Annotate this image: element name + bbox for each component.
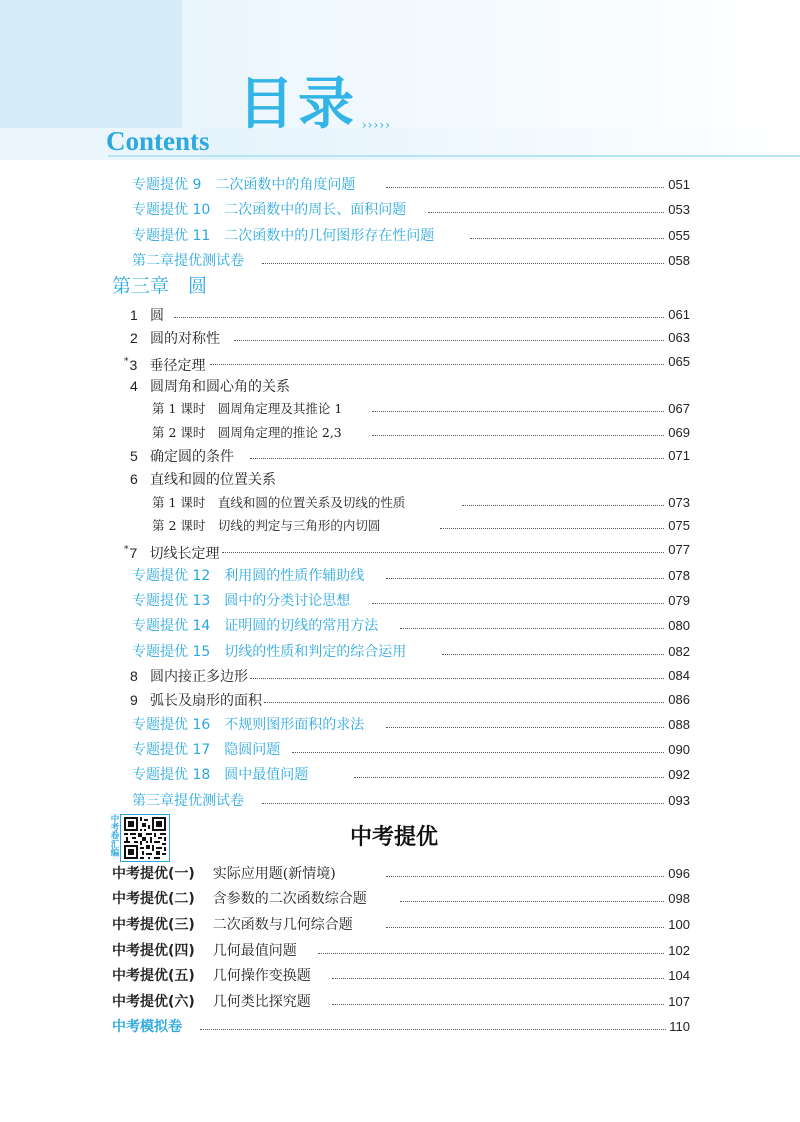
toc-row[interactable]	[0, 590, 800, 612]
toc-tag: 中考提优(一)	[112, 866, 195, 882]
section-heading: 中考提优	[350, 824, 439, 850]
toc-leader	[292, 739, 680, 753]
toc-leader	[386, 863, 680, 877]
toc-tag: 中考提优(四)	[112, 943, 195, 959]
toc-leader	[354, 764, 680, 778]
toc-title: 几何操作变换题	[212, 968, 311, 984]
toc-title: 圆的对称性	[150, 331, 220, 347]
toc-row[interactable]	[0, 422, 800, 444]
toc-leader	[470, 225, 680, 239]
toc-page: 086	[665, 689, 690, 711]
toc-title: 垂径定理	[149, 358, 206, 374]
toc-leader	[386, 174, 680, 188]
optional-star-icon: *	[124, 357, 129, 367]
toc-row[interactable]	[0, 739, 800, 761]
page-title: 目录	[238, 72, 358, 137]
toc-page: 082	[665, 641, 690, 663]
toc-leader	[262, 790, 680, 804]
toc-page: 098	[665, 888, 690, 910]
toc-number: 3	[129, 357, 138, 373]
toc-row[interactable]	[0, 250, 800, 272]
toc-label: 专题提优 17 隐圆问题	[132, 739, 284, 761]
toc-title: 圆	[150, 308, 164, 324]
toc-page: 079	[665, 590, 690, 612]
toc-page: 102	[665, 940, 690, 962]
toc-leader	[372, 590, 680, 604]
toc-number: 5	[130, 448, 138, 464]
toc-title: 实际应用题(新情境)	[212, 866, 336, 882]
toc-row[interactable]	[0, 565, 800, 587]
toc-page: 061	[665, 304, 690, 326]
toc-label	[130, 327, 224, 350]
toc-page: 055	[665, 225, 690, 247]
toc-page: 096	[665, 863, 690, 885]
toc-label	[112, 888, 371, 910]
toc-label: 专题提优 16 不规则图形面积的求法	[132, 714, 368, 736]
toc-row[interactable]	[0, 914, 800, 936]
toc-title: 切线长定理	[149, 546, 220, 562]
toc-leader	[332, 965, 680, 979]
toc-title: 弧长及扇形的面积	[150, 693, 262, 709]
toc-label	[124, 539, 224, 565]
toc-row[interactable]	[0, 174, 800, 196]
toc-leader	[428, 199, 680, 213]
toc-sub-label: 第 2 课时 圆周角定理的推论 2,3	[152, 422, 346, 444]
page-subtitle-english: Contents	[106, 126, 210, 156]
toc-tag: 中考提优(六)	[112, 994, 195, 1010]
toc-page: 088	[665, 714, 690, 736]
toc-leader	[372, 398, 680, 412]
toc-number: 1	[130, 307, 138, 323]
toc-leader	[442, 641, 680, 655]
toc-sub-label: 第 1 课时 直线和圆的位置关系及切线的性质	[152, 492, 409, 514]
toc-number: 6	[130, 471, 138, 487]
toc-page: 058	[665, 250, 690, 272]
toc-label	[130, 375, 294, 398]
toc-label	[112, 965, 315, 987]
optional-star-icon: *	[124, 545, 129, 555]
toc-page: 107	[665, 991, 690, 1013]
toc-page: 063	[665, 327, 690, 349]
toc-page: 078	[665, 565, 690, 587]
toc-leader	[234, 327, 680, 341]
toc-leader	[332, 991, 680, 1005]
toc-title: 含参数的二次函数综合题	[212, 891, 367, 907]
toc-leader	[174, 304, 680, 318]
toc-row[interactable]	[0, 398, 800, 420]
toc-leader	[440, 515, 680, 529]
toc-label: 专题提优 13 圆中的分类讨论思想	[132, 590, 354, 612]
toc-label: 专题提优 18 圆中最值问题	[132, 764, 312, 786]
toc-label	[112, 991, 315, 1013]
toc-leader	[250, 665, 680, 679]
chapter-heading: 第三章 圆	[112, 275, 208, 297]
toc-label: 专题提优 11 二次函数中的几何图形存在性问题	[132, 225, 438, 247]
toc-leader	[400, 615, 680, 629]
toc-row[interactable]	[0, 615, 800, 637]
toc-page: 100	[665, 914, 690, 936]
toc-row[interactable]	[0, 665, 800, 687]
toc-label: 第二章提优测试卷	[132, 250, 248, 272]
toc-sub-label: 第 1 课时 圆周角定理及其推论 1	[152, 398, 346, 420]
toc-label: 第三章提优测试卷	[132, 790, 248, 812]
toc-leader	[462, 492, 680, 506]
toc-row[interactable]	[0, 492, 800, 514]
toc-row[interactable]	[0, 965, 800, 987]
header-rule	[108, 155, 800, 157]
toc-page: 075	[665, 515, 690, 537]
toc-page: 053	[665, 199, 690, 221]
toc-title: 圆周角和圆心角的关系	[150, 379, 290, 395]
toc-label: 专题提优 15 切线的性质和判定的综合运用	[132, 641, 410, 663]
toc-row[interactable]	[0, 304, 800, 326]
toc-row[interactable]	[0, 790, 800, 812]
toc-row[interactable]	[0, 225, 800, 247]
toc-label: 中考模拟卷	[112, 1016, 186, 1038]
toc-label	[112, 863, 340, 885]
toc-number: 2	[130, 330, 138, 346]
toc-page: 092	[665, 764, 690, 786]
toc-leader	[400, 888, 680, 902]
toc-page: 051	[665, 174, 690, 196]
qr-caption: 中考卷汇编	[109, 814, 119, 857]
toc-title: 几何类比探究题	[212, 994, 311, 1010]
toc-number: 7	[129, 545, 138, 561]
toc-row[interactable]	[0, 888, 800, 910]
toc-row[interactable]	[0, 689, 800, 711]
toc-leader	[386, 914, 680, 928]
toc-row[interactable]	[0, 714, 800, 736]
toc-title: 几何最值问题	[212, 943, 297, 959]
toc-row[interactable]	[0, 991, 800, 1013]
toc-leader	[250, 445, 680, 459]
toc-row[interactable]	[0, 863, 800, 885]
toc-page: 077	[665, 539, 690, 561]
toc-label: 专题提优 9 二次函数中的角度问题	[132, 174, 359, 196]
toc-tag: 中考提优(五)	[112, 968, 195, 984]
toc-leader	[386, 714, 680, 728]
toc-label: 专题提优 10 二次函数中的周长、面积问题	[132, 199, 410, 221]
toc-sub-label: 第 2 课时 切线的判定与三角形的内切圆	[152, 515, 384, 537]
toc-row[interactable]	[0, 764, 800, 786]
toc-row[interactable]	[0, 199, 800, 221]
toc-row[interactable]	[0, 1016, 800, 1038]
toc-leader	[200, 1016, 680, 1030]
toc-row[interactable]	[0, 351, 800, 373]
toc-title: 确定圆的条件	[150, 449, 234, 465]
toc-page: 065	[665, 351, 690, 373]
toc-page: 071	[665, 445, 690, 467]
toc-title: 圆内接正多边形	[150, 669, 248, 685]
toc-number: 8	[130, 668, 138, 684]
toc-page: 090	[665, 739, 690, 761]
toc-label	[112, 940, 301, 962]
toc-tag: 中考提优(二)	[112, 891, 195, 907]
toc-title: 直线和圆的位置关系	[150, 472, 276, 488]
toc-row	[0, 468, 800, 490]
toc-row[interactable]	[0, 445, 800, 467]
toc-leader	[386, 565, 680, 579]
toc-page: 069	[665, 422, 690, 444]
toc-page: 073	[665, 492, 690, 514]
toc-label: 专题提优 12 利用圆的性质作辅助线	[132, 565, 368, 587]
qr-code-block	[108, 814, 178, 864]
toc-page: 093	[665, 790, 690, 812]
toc-label	[112, 914, 357, 936]
toc-label	[130, 304, 168, 327]
toc-tag: 中考提优(三)	[112, 917, 195, 933]
toc-label	[130, 665, 252, 688]
toc-leader	[318, 940, 680, 954]
toc-label	[130, 445, 238, 468]
toc-label	[130, 468, 280, 491]
toc-page: 104	[665, 965, 690, 987]
toc-page: 110	[666, 1016, 690, 1038]
toc-leader	[222, 539, 680, 553]
toc-number: 9	[130, 692, 138, 708]
toc-row[interactable]	[0, 940, 800, 962]
toc-row[interactable]	[0, 515, 800, 537]
title-arrows-icon: ›››››	[362, 118, 391, 132]
toc-leader	[210, 351, 680, 365]
toc-row[interactable]	[0, 641, 800, 663]
qr-code-icon	[120, 814, 170, 862]
toc-page: 084	[665, 665, 690, 687]
toc-leader	[372, 422, 680, 436]
toc-title: 二次函数与几何综合题	[212, 917, 353, 933]
toc-label	[130, 689, 266, 712]
toc-number: 4	[130, 378, 138, 394]
toc-leader	[264, 689, 680, 703]
toc-page: 067	[665, 398, 690, 420]
toc-row	[0, 375, 800, 397]
toc-row[interactable]	[0, 539, 800, 561]
toc-label	[124, 351, 210, 377]
toc-row[interactable]	[0, 327, 800, 349]
toc-leader	[262, 250, 680, 264]
toc-label: 专题提优 14 证明圆的切线的常用方法	[132, 615, 382, 637]
toc-page: 080	[665, 615, 690, 637]
